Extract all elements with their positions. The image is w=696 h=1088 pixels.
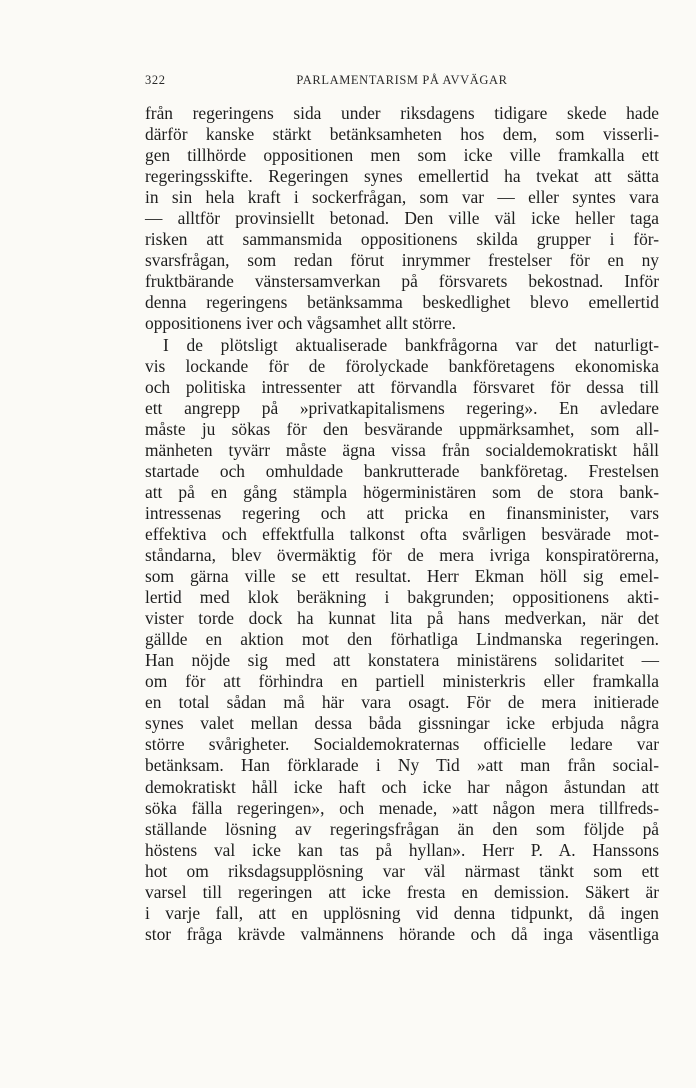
text-line: söka fälla regeringen», och menade, »att någon mera tillfreds- bbox=[145, 797, 659, 818]
text-line: intressenas regering och att pricka en finansminister, vars bbox=[145, 502, 659, 523]
text-line: startade och omhuldade bankrutterade bankföretag. Frestelsen bbox=[145, 460, 659, 481]
text-line: in sin hela kraft i sockerfrågan, som var — eller syntes vara bbox=[145, 187, 659, 208]
text-line: betänksam. Han förklarade i Ny Tid »att man från social- bbox=[145, 755, 659, 776]
text-line: i varje fall, att en upplösning vid denna tidpunkt, då ingen bbox=[145, 902, 659, 923]
text-line: gällde en aktion mot den förhatliga Lindmanska regeringen. bbox=[145, 629, 659, 650]
text-line: — alltför provinsiellt betonad. Den ville väl icke heller taga bbox=[145, 208, 659, 229]
text-line: lertid med klok beräkning i bakgrunden; oppositionens akti- bbox=[145, 587, 659, 608]
text-line: om för att förhindra en partiell ministerkris eller framkalla bbox=[145, 671, 659, 692]
text-line: ett angrepp på »privatkapitalismens regering». En avledare bbox=[145, 397, 659, 418]
text-line: regeringsskifte. Regeringen synes emellertid ha tvekat att sätta bbox=[145, 166, 659, 187]
text-line: Han nöjde sig med att konstatera ministärens solidaritet — bbox=[145, 650, 659, 671]
text-line: mänheten tyvärr måste ägna vissa från socialdemokratiskt håll bbox=[145, 439, 659, 460]
text-line: stor fråga krävde valmännens hörande och då inga väsentliga bbox=[145, 923, 659, 944]
text-line: vis lockande för de förolyckade bankföretagens ekonomiska bbox=[145, 355, 659, 376]
text-line: varsel till regeringen att icke fresta en demission. Säkert är bbox=[145, 881, 659, 902]
text-line: måste ju sökas för den besvärande uppmärksamhet, som all- bbox=[145, 418, 659, 439]
text-line: vister torde dock ha kunnat lita på hans medverkan, när det bbox=[145, 608, 659, 629]
text-line: synes valet mellan dessa båda gissningar icke erbjuda några bbox=[145, 713, 659, 734]
text-line: ställande lösning av regeringsfrågan än den som följde på bbox=[145, 818, 659, 839]
text-line: ståndarna, blev övermäktig för de mera ivriga konspiratörerna, bbox=[145, 544, 659, 565]
text-line: I de plötsligt aktualiserade bankfrågorna var det naturligt- bbox=[163, 334, 659, 355]
text-line: svarsfrågan, som redan förut inrymmer frestelser för en ny bbox=[145, 250, 659, 271]
text-line: större svårigheter. Socialdemokraternas officielle ledare var bbox=[145, 734, 659, 755]
running-title: PARLAMENTARISM PÅ AVVÄGAR bbox=[296, 73, 508, 87]
text-line: risken att sammansmida oppositionens skilda grupper i för- bbox=[145, 229, 659, 250]
text-line: hot om riksdagsupplösning var väl närmast tänkt som ett bbox=[145, 860, 659, 881]
running-head bbox=[145, 73, 659, 93]
text-line: effektiva och effektfulla talkonst ofta svårligen besvärade mot- bbox=[145, 523, 659, 544]
paragraph bbox=[145, 335, 659, 945]
text-line: gen tillhörde oppositionen men som icke ville framkalla ett bbox=[145, 145, 659, 166]
text-line: att på en gång stämpla högerministären som de stora bank- bbox=[145, 481, 659, 502]
text-line: och politiska intressenter att förvandla försvaret för dessa till bbox=[145, 376, 659, 397]
text-line: som gärna ville se ett resultat. Herr Ekman höll sig emel- bbox=[145, 566, 659, 587]
text-line: från regeringens sida under riksdagens tidigare skede hade bbox=[145, 103, 659, 123]
text-line: oppositionens iver och vågsamhet allt större. bbox=[145, 313, 457, 334]
text-line: fruktbärande vänstersamverkan på försvarets bekostnad. Inför bbox=[145, 271, 659, 292]
text-line: demokratiskt håll icke haft och icke har någon åstundan att bbox=[145, 776, 659, 797]
body-text bbox=[145, 103, 659, 945]
text-line: en total sådan må här vara osagt. För de mera initierade bbox=[145, 692, 659, 713]
text-line: höstens val icke kan tas på hyllan». Herr P. A. Hanssons bbox=[145, 839, 659, 860]
text-line: därför kanske stärkt betänksamheten hos dem, som visserli- bbox=[145, 124, 659, 145]
text-line: denna regeringens betänksamma beskedlighet blevo emellertid bbox=[145, 292, 659, 313]
paragraph bbox=[145, 103, 659, 335]
page-number: 322 bbox=[145, 73, 166, 87]
